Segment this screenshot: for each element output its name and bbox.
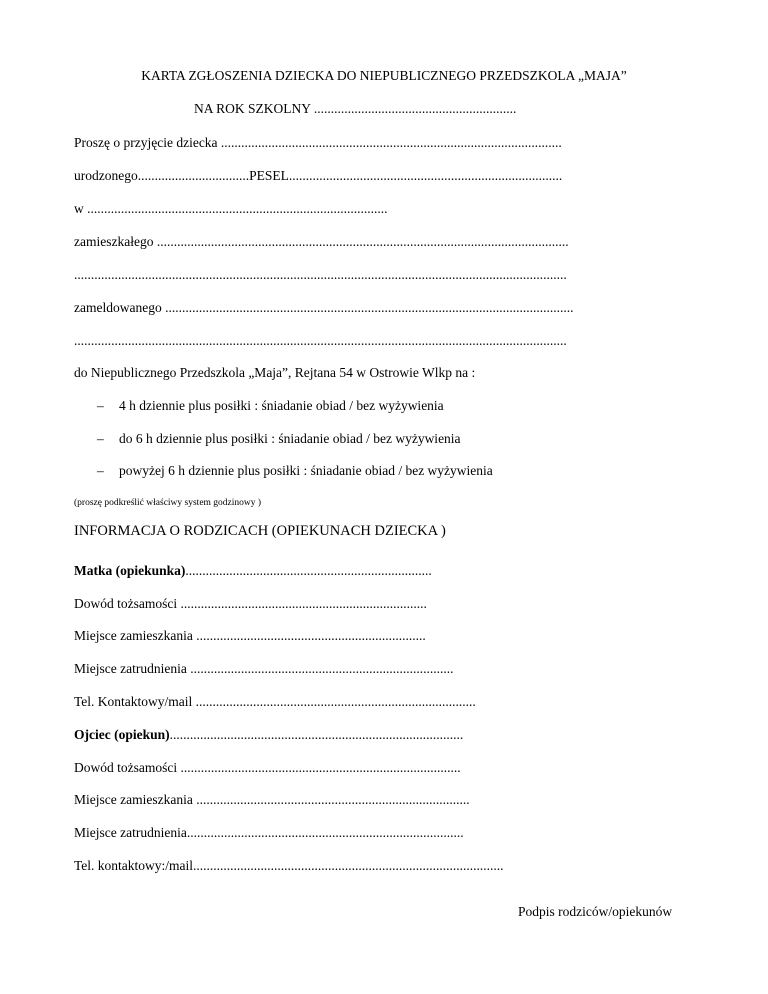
mother-label-line (74, 563, 432, 579)
residence-continuation-line: .................................................................................................................................................. (74, 267, 567, 282)
dash-bullet: – (97, 463, 104, 478)
admission-line: Proszę o przyjęcie dziecka ..................................................................................................... (74, 135, 562, 150)
birthplace-line: w ......................................................................................... (74, 201, 388, 216)
form-title: KARTA ZGŁOSZENIA DZIECKA DO NIEPUBLICZNEGO PRZEDSZKOLA „MAJA” (141, 68, 627, 83)
school-year-line: NA ROK SZKOLNY ............................................................ (194, 101, 517, 116)
mother-id-line: Dowód tożsamości ......................................................................... (74, 596, 427, 611)
dash-bullet: – (97, 398, 104, 413)
mother-work-line: Miejsce zatrudnienia .............................................................................. (74, 661, 454, 676)
father-contact-line: Tel. kontaktowy:/mail............................................................................................ (74, 858, 504, 873)
father-label: Ojciec (opiekun) (74, 727, 170, 742)
destination-line: do Niepublicznego Przedszkola „Maja”, Rejtana 54 w Ostrowie Wlkp na : (74, 365, 476, 380)
registration-continuation-line: .................................................................................................................................................. (74, 333, 567, 348)
signature-caption: Podpis rodziców/opiekunów (518, 904, 673, 919)
mother-address-line: Miejsce zamieszkania .................................................................... (74, 628, 426, 643)
registration-line: zameldowanego ......................................................................................................................... (74, 300, 574, 315)
father-address-line: Miejsce zamieszkania ................................................................................. (74, 792, 470, 807)
father-label-line (74, 727, 463, 743)
father-work-line: Miejsce zatrudnienia.................................................................................. (74, 825, 464, 840)
option-text: 4 h dziennie plus posiłki : śniadanie obiad / bez wyżywienia (119, 398, 444, 413)
mother-label: Matka (opiekunka) (74, 563, 186, 578)
dash-bullet: – (97, 431, 104, 446)
parents-heading: INFORMACJA O RODZICACH (OPIEKUNACH DZIECKA ) (74, 523, 446, 539)
underline-note: (proszę podkreślić właściwy system godzinowy ) (74, 498, 262, 508)
father-id-line: Dowód tożsamości ................................................................................... (74, 760, 461, 775)
residence-line: zamieszkałego .......................................................................................................................... (74, 234, 569, 249)
mother-contact-line: Tel. Kontaktowy/mail ................................................................................... (74, 694, 476, 709)
option-text: powyżej 6 h dziennie plus posiłki : śniadanie obiad / bez wyżywienia (119, 463, 493, 478)
mother-label-dots: ......................................................................... (185, 563, 432, 578)
father-label-dots: ....................................................................................... (169, 727, 464, 742)
option-text: do 6 h dziennie plus posiłki : śniadanie obiad / bez wyżywienia (119, 431, 461, 446)
birth-pesel-line: urodzonego.................................PESEL................................................................................. (74, 168, 563, 183)
